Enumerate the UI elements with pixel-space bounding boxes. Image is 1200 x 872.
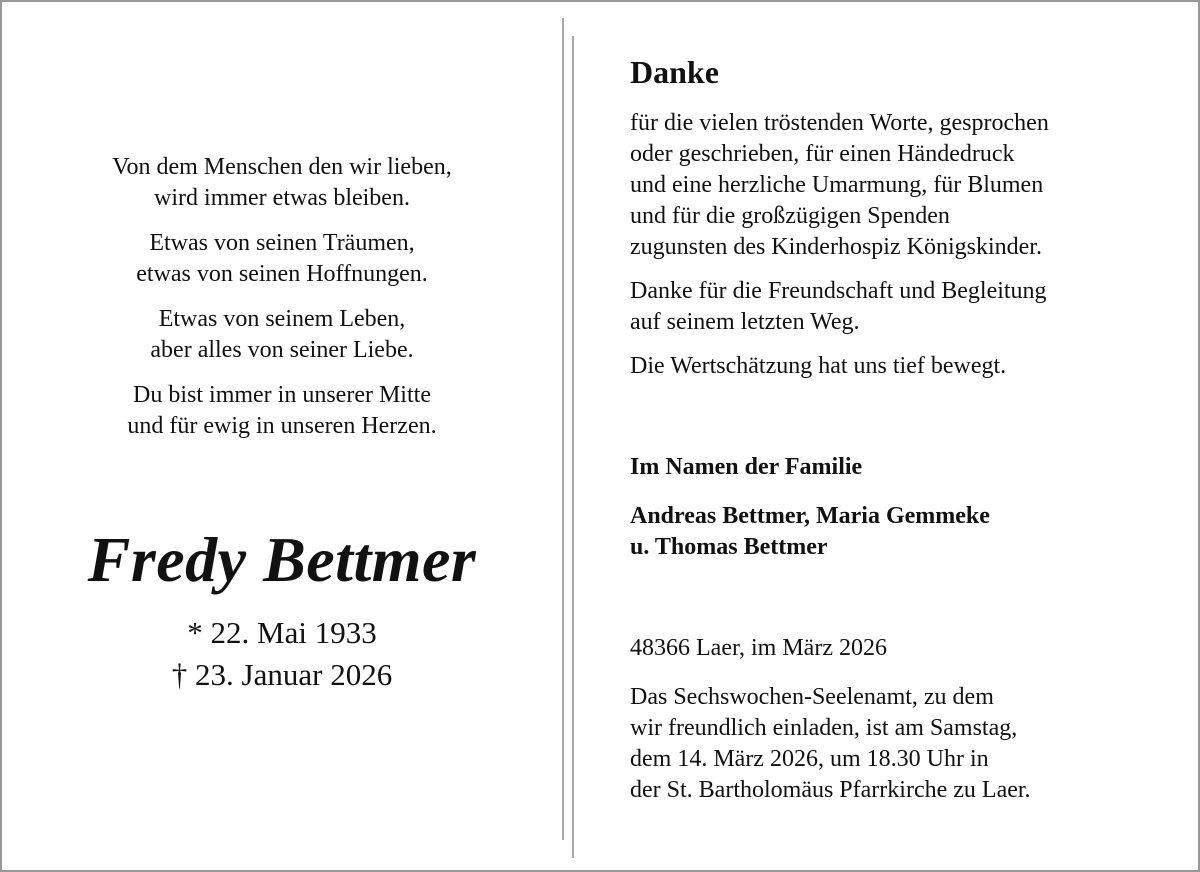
thanks-paragraph (630, 351, 1170, 382)
family-heading: Im Namen der Familie (630, 454, 863, 480)
thanks-paragraph (630, 108, 1170, 263)
service-notice (630, 682, 1170, 806)
text-line: Danke für die Freundschaft und Begleitung (630, 278, 1047, 304)
thanks-title: Danke (630, 54, 719, 90)
poem-line: etwas von seinen Hoffnungen. (136, 261, 428, 287)
poem-line: Etwas von seinen Träumen, (149, 230, 415, 256)
thanks-paragraph (630, 276, 1170, 338)
text-line: wir freundlich einladen, ist am Samstag, (630, 715, 1018, 741)
poem-line: wird immer etwas bleiben. (154, 185, 410, 211)
center-divider (562, 18, 576, 858)
death-date: † 23. Januar 2026 (171, 657, 393, 692)
left-column (32, 152, 532, 696)
text-line: auf seinem letzten Weg. (630, 309, 860, 335)
text-line: und für die großzügigen Spenden (630, 203, 950, 229)
family-name-line: u. Thomas Bettmer (630, 534, 828, 560)
poem-line: Du bist immer in unserer Mitte (133, 382, 431, 408)
memorial-poem (32, 152, 532, 442)
poem-line: Von dem Menschen den wir lieben, (112, 154, 452, 180)
text-line: dem 14. März 2026, um 18.30 Uhr in (630, 746, 989, 772)
text-line: oder geschrieben, für einen Händedruck (630, 141, 1015, 167)
divider-line-right (572, 36, 574, 858)
text-line: zugunsten des Kinderhospiz Königskinder. (630, 234, 1042, 260)
divider-line-left (562, 18, 564, 840)
poem-stanza (32, 380, 532, 442)
poem-stanza (32, 228, 532, 290)
life-dates (32, 612, 532, 696)
place-date: 48366 Laer, im März 2026 (630, 635, 887, 661)
right-column (630, 52, 1170, 819)
text-line: und eine herzliche Umarmung, für Blumen (630, 172, 1044, 198)
poem-stanza (32, 304, 532, 366)
poem-line: aber alles von seiner Liebe. (150, 337, 414, 363)
text-line: für die vielen tröstenden Worte, gesprochen (630, 110, 1049, 136)
text-line: der St. Bartholomäus Pfarrkirche zu Laer. (630, 777, 1031, 803)
deceased-name: Fredy Bettmer (87, 524, 477, 595)
text-line: Das Sechswochen-Seelenamt, zu dem (630, 684, 994, 710)
poem-line: Etwas von seinem Leben, (158, 306, 406, 332)
family-names (630, 501, 1170, 563)
poem-line: und für ewig in unseren Herzen. (127, 413, 437, 439)
text-line: Die Wertschätzung hat uns tief bewegt. (630, 353, 1007, 379)
poem-stanza (32, 152, 532, 214)
birth-date: * 22. Mai 1933 (187, 615, 377, 650)
family-name-line: Andreas Bettmer, Maria Gemmeke (630, 503, 990, 529)
